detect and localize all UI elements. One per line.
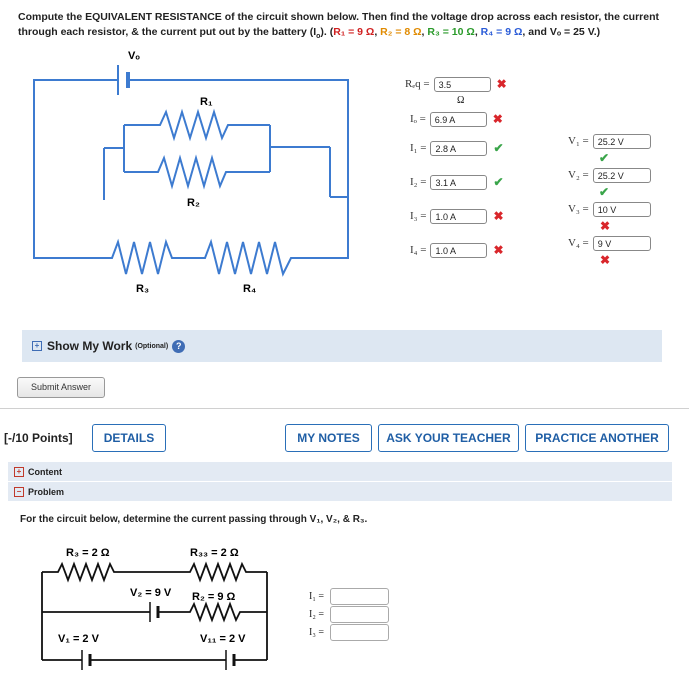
req-input[interactable]: 3.5 xyxy=(434,77,491,92)
r3-label: R₃ xyxy=(136,283,150,295)
check-icon: ✔ xyxy=(493,175,504,189)
i1-row: I₁ = xyxy=(309,588,389,605)
problem-section-toggle[interactable]: − Problem xyxy=(8,482,672,501)
battery-label: Vₒ xyxy=(128,50,140,62)
content-section-toggle[interactable]: + Content xyxy=(8,462,672,481)
ask-your-teacher-button[interactable]: ASK YOUR TEACHER xyxy=(378,424,519,452)
check-icon: ✔ xyxy=(493,141,504,155)
answer-i4: I₄ = 1.0 A ✖ xyxy=(410,243,504,257)
answer-v2: V₂ = 25.2 V xyxy=(568,166,651,184)
answer-i3: I₃ = 1.0 A ✖ xyxy=(410,209,504,223)
points-label: [-/10 Points] xyxy=(4,431,73,445)
answer-io: Iₒ = 6.9 A ✖ xyxy=(410,112,503,126)
section-divider xyxy=(0,408,689,409)
circuit-diagram xyxy=(0,0,689,310)
circuit2-diagram xyxy=(0,530,300,700)
v1-input[interactable]: 25.2 V xyxy=(593,134,651,149)
answer-v4: V₄ = 9 V xyxy=(568,234,651,252)
answer-i2: I₂ = 3.1 A ✔ xyxy=(410,175,504,189)
i1-input[interactable] xyxy=(330,588,389,605)
i3-input[interactable]: 1.0 A xyxy=(430,209,487,224)
r3-label: R₃ = 2 Ω xyxy=(66,547,110,559)
i4-input[interactable]: 1.0 A xyxy=(430,243,487,258)
wrong-icon: ✖ xyxy=(492,112,503,126)
expand-icon: + xyxy=(32,341,42,351)
answer-v1: V₁ = 25.2 V xyxy=(568,132,651,150)
i2-input[interactable] xyxy=(330,606,389,623)
v1-label: V₁ = 2 V xyxy=(58,633,99,645)
r4-label: R₄ xyxy=(243,283,257,295)
check-icon: ✔ xyxy=(599,185,610,199)
v4-input[interactable]: 9 V xyxy=(593,236,651,251)
problem2-text: For the circuit below, determine the current passing through V₁, V₂, & R₃. xyxy=(20,514,368,525)
r2-label: R₂ = 9 Ω xyxy=(192,591,236,603)
my-notes-button[interactable]: MY NOTES xyxy=(285,424,372,452)
i2-input[interactable]: 3.1 A xyxy=(430,175,487,190)
i3-row: I₃ = xyxy=(309,624,389,641)
help-icon[interactable]: ? xyxy=(172,340,185,353)
wrong-icon: ✖ xyxy=(493,209,504,223)
collapse-icon: − xyxy=(14,487,24,497)
v3-input[interactable]: 10 V xyxy=(593,202,651,217)
wrong-icon: ✖ xyxy=(496,77,507,91)
io-input[interactable]: 6.9 A xyxy=(430,112,487,127)
practice-another-button[interactable]: PRACTICE ANOTHER xyxy=(525,424,669,452)
r33-label: R₃₃ = 2 Ω xyxy=(190,547,239,559)
r2-label: R₂ xyxy=(187,197,200,209)
i1-input[interactable]: 2.8 A xyxy=(430,141,487,156)
i3-input[interactable] xyxy=(330,624,389,641)
answer-i1: I₁ = 2.8 A ✔ xyxy=(410,141,504,155)
answer-v3: V₃ = 10 V xyxy=(568,200,651,218)
details-button[interactable]: DETAILS xyxy=(92,424,166,452)
wrong-icon: ✖ xyxy=(600,253,611,267)
i2-row: I₂ = xyxy=(309,606,389,623)
check-icon: ✔ xyxy=(599,151,610,165)
expand-icon: + xyxy=(14,467,24,477)
v11-label: V₁₁ = 2 V xyxy=(200,633,246,645)
r1-label: R₁ xyxy=(200,96,213,108)
wrong-icon: ✖ xyxy=(600,219,611,233)
v2-label: V₂ = 9 V xyxy=(130,587,172,599)
question-text: Compute the EQUIVALENT RESISTANCE of the circuit shown below. Then find the voltage drop across each resistor, the current through each resistor, & the current put out by the battery $(I_o)$. (R₁ = 9 Ω, R₂ = 8 Ω, R₃ = 10 Ω, R₄ = 9 Ω, and Vₒ = 25 V.) xyxy=(18,11,660,41)
req-unit: Ω xyxy=(457,95,465,106)
wrong-icon: ✖ xyxy=(493,243,504,257)
show-my-work-bar[interactable]: + Show My Work (Optional) ? xyxy=(22,330,662,362)
answer-req: Rₑq = 3.5 ✖ xyxy=(405,77,507,91)
v2-input[interactable]: 25.2 V xyxy=(593,168,651,183)
submit-answer-button[interactable]: Submit Answer xyxy=(17,377,105,398)
